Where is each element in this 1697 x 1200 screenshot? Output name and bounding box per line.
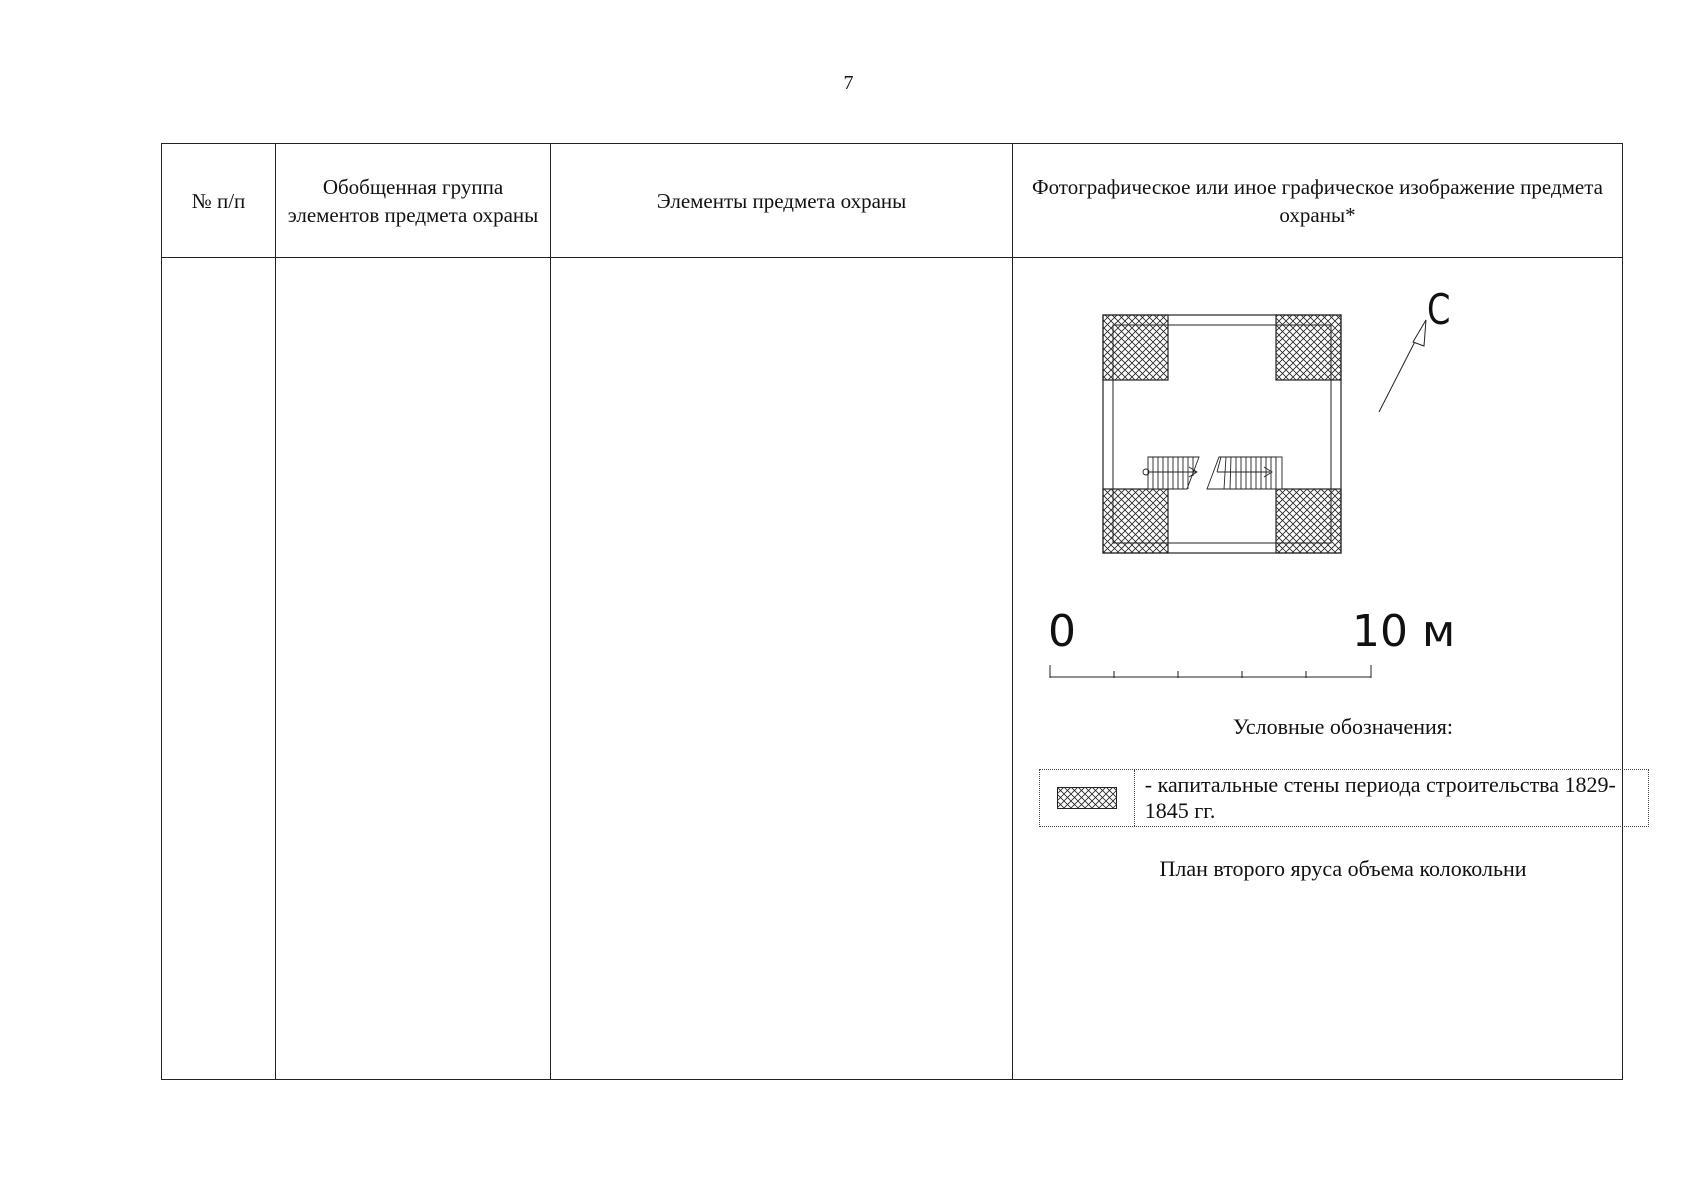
cell-elements: [551, 258, 1013, 1080]
pier-bottom-right: [1276, 489, 1341, 553]
legend-item-text: - капитальные стены периода строительства 1829-1845 гг.: [1144, 772, 1616, 823]
crosshatch-swatch-icon: [1057, 787, 1117, 809]
capital-walls: [1103, 315, 1341, 553]
cell-group: [276, 258, 551, 1080]
protection-table: [161, 143, 1623, 1080]
scale-bar: [1050, 665, 1371, 678]
legend: [1039, 769, 1649, 827]
scale-end-label: 10 м: [1352, 606, 1456, 657]
cell-num: [162, 258, 276, 1080]
north-arrow-icon: [1379, 320, 1426, 412]
pier-top-left: [1103, 315, 1168, 380]
header-num: № п/п: [162, 144, 276, 258]
page-number: 7: [843, 72, 854, 94]
header-image: Фотографическое или иное графическое изображение предмета охраны*: [1013, 144, 1623, 258]
floor-plan-drawing: [1013, 258, 1673, 1079]
legend-title: Условные обозначения:: [1232, 714, 1454, 739]
header-group: Обобщенная группа элементов предмета охраны: [276, 144, 551, 258]
plan-caption: План второго яруса объема колокольни: [1159, 856, 1527, 881]
staircase: [1143, 457, 1282, 489]
image-cell-content: [1013, 258, 1622, 1079]
table-header-row: [162, 144, 1623, 258]
north-label: С: [1427, 285, 1451, 334]
scale-start-label: 0: [1048, 606, 1076, 657]
pier-bottom-left: [1103, 489, 1168, 553]
header-elements: Элементы предмета охраны: [551, 144, 1013, 258]
legend-swatch-cell: [1040, 770, 1135, 826]
cell-image: [1013, 258, 1623, 1080]
table-row: [162, 258, 1623, 1080]
pier-top-right: [1276, 315, 1341, 380]
